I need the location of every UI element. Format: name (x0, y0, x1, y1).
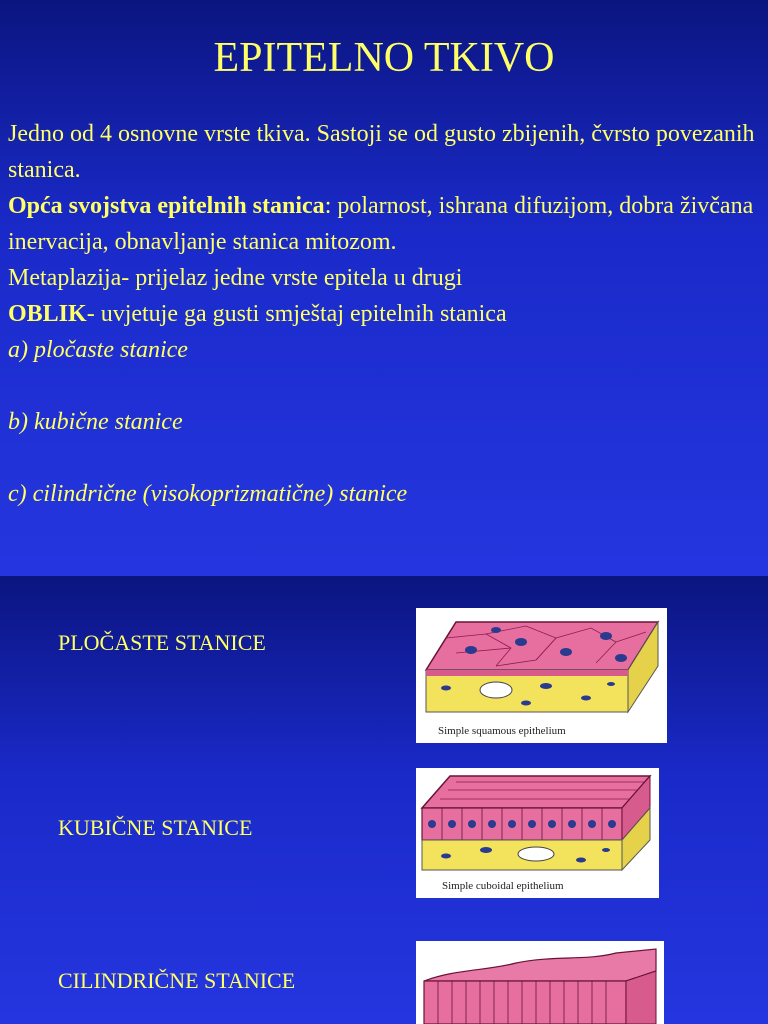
item-b: b) kubične stanice (8, 409, 183, 435)
label-columnar: CILINDRIČNE STANICE (58, 968, 296, 993)
cuboidal-epithelium-illustration (416, 768, 659, 898)
properties-list: : polarnost, ishrana difuzijom, dobra živčana inervacija, obnavljanje stanica mitozom. (8, 193, 754, 255)
item-a: a) pločaste stanice (8, 337, 188, 363)
slide-cell-shapes (0, 576, 768, 1024)
shape-heading: OBLIK (8, 301, 87, 327)
caption-cuboidal: Simple cuboidal epithelium (442, 880, 564, 892)
shape-text (8, 296, 760, 332)
intro-text: Jedno od 4 osnovne vrste tkiva. Sastoji se od gusto zbijenih, čvrsto povezanih stanica. (8, 121, 755, 183)
label-cuboidal: KUBIČNE STANICE (58, 815, 253, 840)
caption-squamous: Simple squamous epithelium (438, 725, 566, 737)
properties-heading: Opća svojstva epitelnih stanica (8, 193, 325, 219)
shape-description: - uvjetuje ga gusti smještaj epitelnih stanica (86, 301, 507, 327)
metaplasia-text: Metaplazija- prijelaz jedne vrste epitela u drugi (8, 265, 463, 291)
item-c: c) cilindrične (visokoprizmatične) stanice (8, 481, 408, 507)
properties-text (8, 188, 760, 260)
squamous-epithelium-illustration (416, 608, 667, 743)
label-squamous: PLOČASTE STANICE (58, 630, 266, 655)
slide-title: EPITELNO TKIVO (213, 35, 555, 81)
slide-body (8, 116, 760, 512)
columnar-epithelium-illustration (416, 941, 664, 1024)
